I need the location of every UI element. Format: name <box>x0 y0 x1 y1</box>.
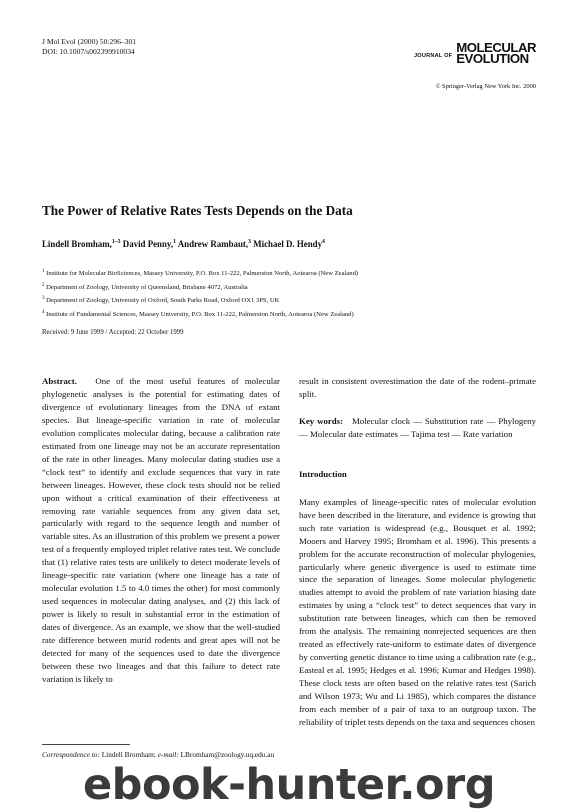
introduction-text: Many examples of lineage-specific rates of molecular evolution have been described in the literature, and evidence is growing that such rate variation is widespread (e.g., Bousquet et al. 1992; Mooers and Harvey 1995; Bromham et al. 1996). This presents a problem for the accurate reconstruction of molecular phylogenies, particularly where genetic divergence is used to estimate time since the separation of lineages. Some molecular phylogenetic studies attempt to avoid the problem of rate variation biasing date estimates by using a “clock test” to detect sequences that vary in substitution rate between lineages, which can then be removed from the analysis. The remaining nonrejected sequences are then treated as effectively rate-uniform to estimate dates of divergence by converting genetic distance to time using a calibration rate (e.g., Easteal et al. 1995; Hedges et al. 1996; Kumar and Hedges 1998). These clock tests are often based on the relative rates test (Sarich and Wilson 1973; Wu and Li 1985), which compares the distance from each member of a pair of taxa to an outgroup taxon. The reliability of triplet tests depends on the taxa and sequences chosen <box>299 496 536 727</box>
keywords <box>299 415 536 441</box>
author-name: David Penny, <box>122 239 174 249</box>
affiliation-text: Department of Zoology, University of Oxford, South Parks Road, Oxford OX1 3PS, UK <box>46 297 280 305</box>
correspondence-label: Correspondence to: <box>42 750 100 759</box>
affiliation <box>42 307 358 321</box>
correspondence-email: LBromham@zoology.uq.edu.au <box>180 750 275 759</box>
keywords-label: Key words: <box>299 415 344 426</box>
running-header <box>42 37 136 56</box>
copyright-notice: © Springer-Verlag New York Inc. 2000 <box>435 83 536 90</box>
affiliation <box>42 280 358 294</box>
affiliation-number: 1 <box>42 269 45 274</box>
affiliation <box>42 266 358 280</box>
author-name: Andrew Rambaut, <box>177 239 249 249</box>
correspondence-footnote <box>42 744 280 760</box>
doi: DOI: 10.1007/s002399910034 <box>42 46 135 56</box>
affiliation <box>42 293 358 307</box>
citation: J Mol Evol (2000) 50:296–301 <box>42 37 137 46</box>
affiliation-number: 2 <box>42 282 45 288</box>
correspondence-name: Lindell Bromham; <box>101 750 156 759</box>
abstract-continuation: result in consistent overestimation the date of the rodent–primate split. <box>299 376 536 399</box>
affiliation-text: Institute for Molecular BioSciences, Massey University, P.O. Box 11-222, Palmerston North, Aotearoa (New Zealand) <box>46 270 359 278</box>
footnote-rule <box>42 744 130 745</box>
abstract-label: Abstract. <box>42 376 77 386</box>
author-affiliation-mark: 3 <box>248 239 252 246</box>
author-name: Michael D. Hendy <box>253 239 323 249</box>
right-column <box>299 375 536 729</box>
author-name: Lindell Bromham, <box>42 239 112 249</box>
abstract-column <box>42 375 280 686</box>
author-affiliation-mark: 4 <box>322 239 325 246</box>
received-dates: Received: 9 June 1999 / Accepted: 22 October 1999 <box>42 329 184 336</box>
journal-logo-word-2: EVOLUTION <box>456 51 529 66</box>
journal-logo-prefix: JOURNAL OF <box>413 53 453 59</box>
keywords-text: Molecular clock — Substitution rate — Phylogeny — Molecular date estimates — Tajima test — Rate variation <box>299 415 536 439</box>
affiliation-number: 4 <box>42 309 45 315</box>
introduction-heading: Introduction <box>299 468 347 479</box>
author-affiliation-mark: 1–3 <box>111 239 121 246</box>
watermark: ebook-hunter.org <box>83 760 495 810</box>
abstract-text: One of the most useful features of molecular phylogenetic analyses is the potential for estimating dates of divergence of evolutionary lineages from the DNA of extant species. But lineage-specific variation in rate of molecular evolution complicates molecular dating, because a calibration rate estimated from one lineage may not be an accurate representation of the rate in other lineages. Many molecular dating studies use a “clock test” to identify and exclude sequences that vary in rate between lineages. However, these clock tests should not be relied upon without a critical examination of their effectiveness at removing rate variable sequences from any given data set, particularly with regard to the sequence length and number of variable sites. As an illustration of this problem we present a power test of a frequently employed triplet relative rates test. We conclude that (1) relative rates tests are unlikely to detect moderate levels of lineage-specific rate variation (where one lineage has a rate of molecular evolution 1.5 to 4.0 times the other) for most commonly used sequences in molecular dating analyses, and (2) this lack of power is likely to result in substantial error in the estimation of dates of divergence. As an example, we show that the well-studied rate difference between murid rodents and great apes will not be detected for many of the sequences used to date the divergence between these two lineages and that this failure to detect rate variation is likely to <box>42 376 280 684</box>
affiliation-list <box>42 266 358 320</box>
email-label: e-mail: <box>157 750 179 759</box>
journal-logo <box>414 42 536 68</box>
affiliation-text: Department of Zoology, University of Queensland, Brisbane 4072, Australia <box>46 283 248 291</box>
affiliation-text: Institute of Fundamental Sciences, Massey University, P.O. Box 11-222, Palmerston North, Aotearoa (New Zealand) <box>46 310 354 318</box>
journal-logo-word-1: MOLECULAR <box>456 40 536 55</box>
author-affiliation-mark: 1 <box>173 239 177 246</box>
article-title: The Power of Relative Rates Tests Depends on the Data <box>42 203 353 218</box>
author-list <box>42 239 325 249</box>
affiliation-number: 3 <box>42 296 45 302</box>
